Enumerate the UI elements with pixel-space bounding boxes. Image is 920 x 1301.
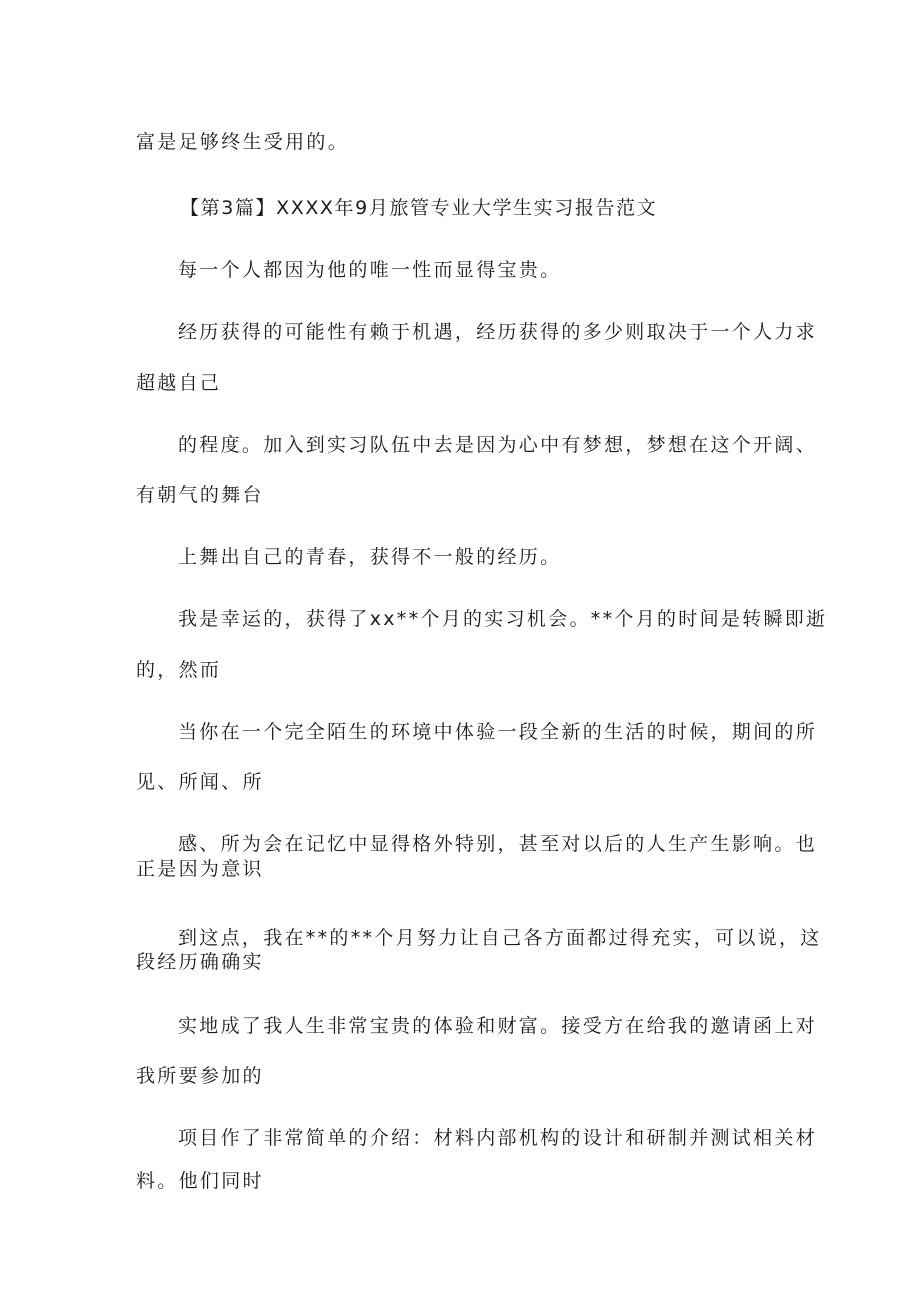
text-line: 富是足够终生受用的。 — [136, 131, 350, 153]
text-line: 料。他们同时 — [136, 1170, 264, 1192]
text-line: 当你在一个完全陌生的环境中体验一段全新的生活的时候，期间的所 — [178, 721, 818, 743]
text-line: 段经历确确实 — [136, 951, 264, 973]
text-line: 上舞出自己的青春，获得不一般的经历。 — [178, 546, 562, 568]
text-line: 有朝气的舞台 — [136, 484, 264, 506]
text-line: 到这点，我在**的**个月努力让自己各方面都过得充实，可以说，这 — [178, 927, 822, 949]
text-line: 项目作了非常简单的介绍：材料内部机构的设计和研制并测试相关材 — [178, 1127, 818, 1149]
text-line: 我是幸运的，获得了xx**个月的实习机会。**个月的时间是转瞬即逝 — [178, 608, 828, 630]
text-line: 每一个人都因为他的唯一性而显得宝贵。 — [178, 259, 562, 281]
text-line: 见、所闻、所 — [136, 771, 264, 793]
text-line: 正是因为意识 — [136, 858, 264, 880]
text-line: 的程度。加入到实习队伍中去是因为心中有梦想，梦想在这个开阔、 — [178, 434, 818, 456]
text-line: 实地成了我人生非常宝贵的体验和财富。接受方在给我的邀请函上对 — [178, 1015, 818, 1037]
text-line: 感、所为会在记忆中显得格外特别，甚至对以后的人生产生影响。也 — [178, 833, 818, 855]
text-line: 我所要参加的 — [136, 1065, 264, 1087]
section-title: 【第3篇】XXXX年9月旅管专业大学生实习报告范文 — [180, 197, 658, 219]
text-line: 经历获得的可能性有赖于机遇，经历获得的多少则取决于一个人力求 — [178, 321, 818, 343]
text-line: 的，然而 — [136, 659, 222, 681]
text-line: 超越自己 — [136, 372, 222, 394]
